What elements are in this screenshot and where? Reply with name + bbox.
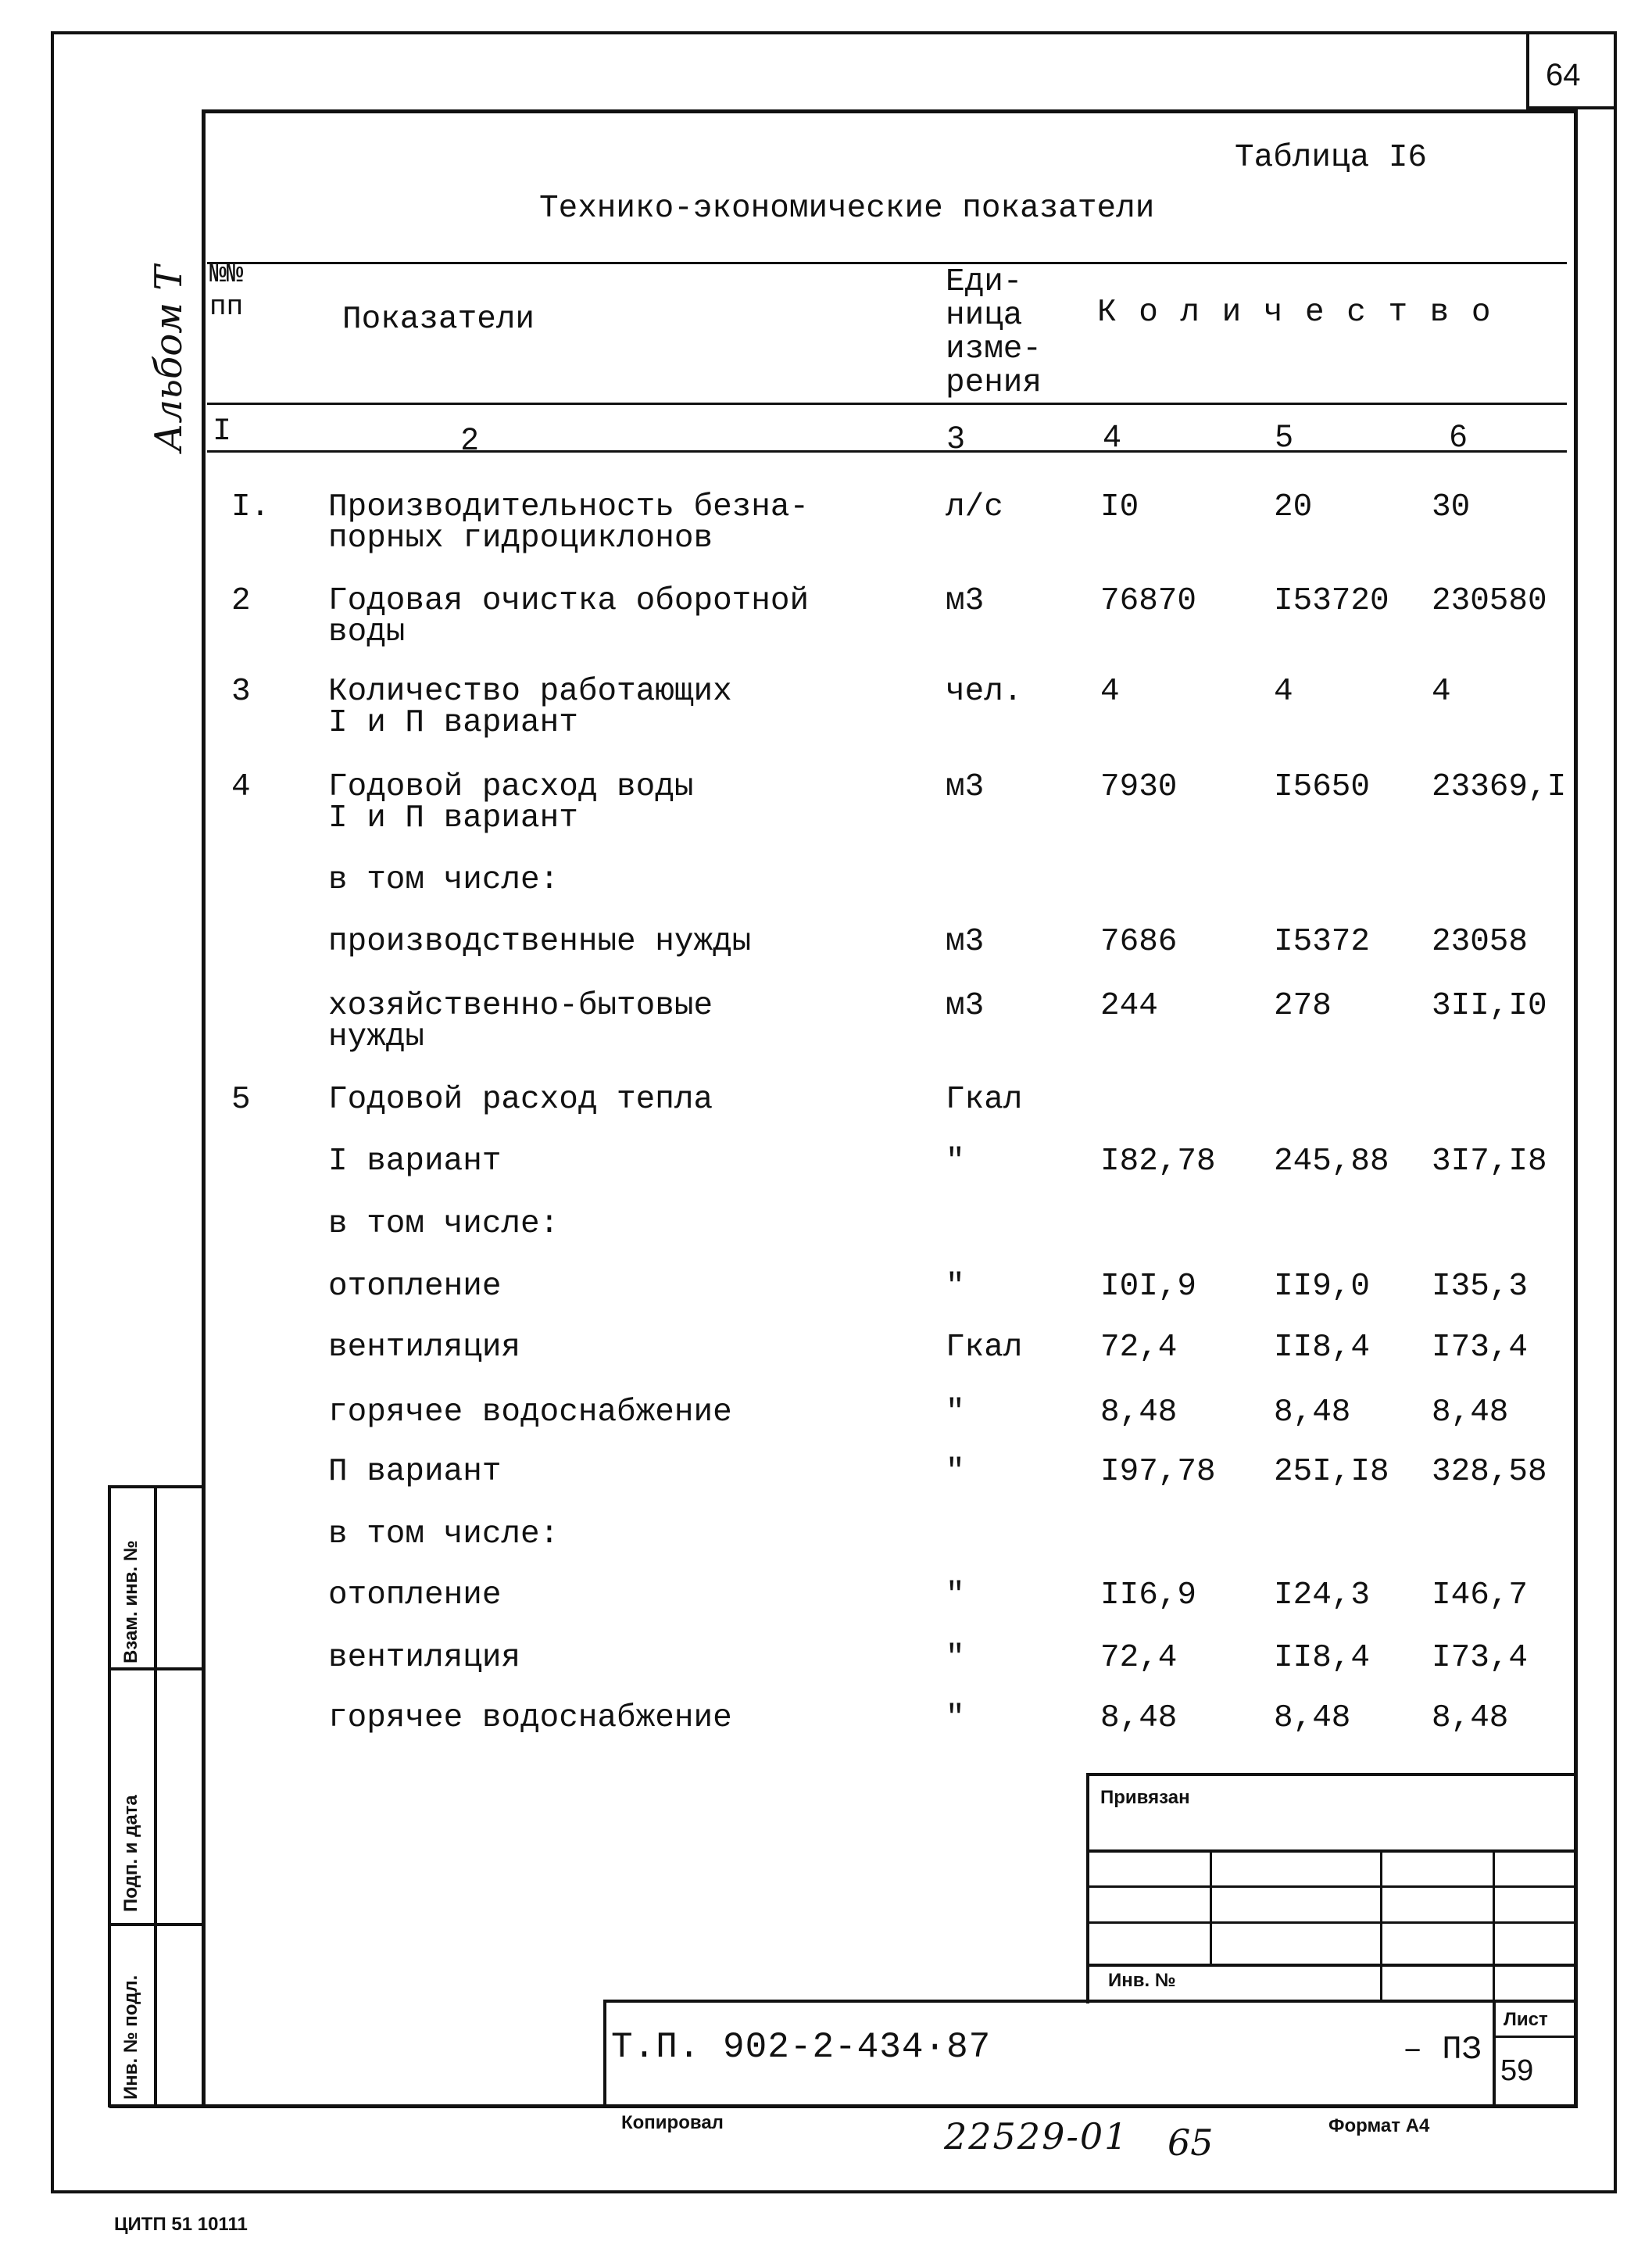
row-indicator-name: в том числе: xyxy=(328,1206,560,1242)
page-number: 64 xyxy=(1546,58,1581,92)
row-value-col5: 8,48 xyxy=(1274,1700,1351,1736)
row-unit: " xyxy=(946,1269,965,1305)
stamp-grid-row xyxy=(1086,1921,1577,1924)
row-value-col5: I5650 xyxy=(1274,769,1371,805)
row-value-col5: I24,3 xyxy=(1274,1577,1371,1613)
row-value-col5: 20 xyxy=(1274,489,1313,525)
header-unit: Еди- ница изме- рения xyxy=(946,264,1042,401)
row-value-col4: I82,78 xyxy=(1100,1144,1216,1180)
inner-frame-right xyxy=(1574,109,1578,2107)
row-unit: л/с xyxy=(946,489,1003,525)
footer-kopiroval: Копировал xyxy=(621,2112,724,2133)
row-value-col5: I53720 xyxy=(1274,583,1389,619)
row-value-col6: 23369,I xyxy=(1432,769,1567,805)
row-value-col5: 8,48 xyxy=(1274,1395,1351,1430)
row-unit: чел. xyxy=(946,674,1023,710)
row-indicator-name: производственные нужды xyxy=(328,924,752,960)
header-rule-mid xyxy=(207,403,1567,405)
row-value-col5: 4 xyxy=(1274,674,1293,710)
row-value-col5: II9,0 xyxy=(1274,1269,1371,1305)
frame-right xyxy=(1614,31,1617,2193)
row-indicator-name: П вариант xyxy=(328,1454,502,1490)
pagebox-left xyxy=(1526,31,1529,108)
row-indicator-name: горячее водоснабжение xyxy=(328,1395,732,1430)
row-value-col6: I35,3 xyxy=(1432,1269,1529,1305)
row-value-col6: 8,48 xyxy=(1432,1395,1509,1430)
row-value-col4: 7686 xyxy=(1100,924,1178,960)
row-indicator-name: отопление xyxy=(328,1577,502,1613)
row-number: 5 xyxy=(231,1082,251,1118)
stamp-grid-col xyxy=(1493,1849,1495,2002)
side-stamp-inv: Инв. № подл. xyxy=(120,1975,141,2100)
row-unit: " xyxy=(946,1700,965,1736)
row-unit: " xyxy=(946,1640,965,1676)
row-indicator-name: нужды xyxy=(328,1019,425,1055)
row-indicator-name: I вариант xyxy=(328,1144,502,1180)
row-number: 3 xyxy=(231,674,251,710)
row-value-col4: I0 xyxy=(1100,489,1139,525)
row-indicator-name: Годовая очистка оборотной xyxy=(328,583,810,619)
row-value-col5: 278 xyxy=(1274,988,1332,1024)
row-value-col4: 8,48 xyxy=(1100,1700,1178,1736)
side-stamp-left xyxy=(108,1485,111,2107)
row-value-col4: I0I,9 xyxy=(1100,1269,1197,1305)
stamp-grid-row xyxy=(1086,1964,1577,1967)
row-value-col4: 4 xyxy=(1100,674,1120,710)
row-unit: м3 xyxy=(946,988,985,1024)
side-stamp-top xyxy=(108,1485,203,1488)
side-stamp-rule xyxy=(108,1923,203,1926)
stamp-grid-row xyxy=(1086,1885,1577,1888)
row-value-col5: II8,4 xyxy=(1274,1640,1371,1676)
row-indicator-name: в том числе: xyxy=(328,1516,560,1552)
row-value-col4: 76870 xyxy=(1100,583,1197,619)
col-number: 2 xyxy=(461,422,479,457)
stamp-grid-col xyxy=(1210,1849,1212,1965)
titleblock-top xyxy=(603,2000,1577,2003)
row-unit: " xyxy=(946,1577,965,1613)
row-value-col6: I73,4 xyxy=(1432,1330,1529,1366)
header-indicator: Показатели xyxy=(342,302,535,338)
row-indicator-name: хозяйственно-бытовые xyxy=(328,988,713,1024)
row-value-col5: I5372 xyxy=(1274,924,1371,960)
titleblock-list-rule xyxy=(1493,2036,1577,2038)
row-value-col6: 328,58 xyxy=(1432,1454,1547,1490)
stamp-grid-left xyxy=(1086,1773,1089,2003)
inner-frame-bottom xyxy=(109,2104,1578,2108)
row-value-col6: 230580 xyxy=(1432,583,1547,619)
col-number: 4 xyxy=(1103,419,1121,453)
row-number: I. xyxy=(231,489,270,525)
row-unit: м3 xyxy=(946,583,985,619)
footer-page-hand: 65 xyxy=(1167,2122,1214,2164)
stamp-grid-top xyxy=(1086,1773,1577,1776)
row-indicator-name: I и П вариант xyxy=(328,800,578,836)
row-value-col6: I46,7 xyxy=(1432,1577,1529,1613)
row-value-col4: 8,48 xyxy=(1100,1395,1178,1430)
list-label: Лист xyxy=(1504,2009,1548,2030)
row-value-col5: II8,4 xyxy=(1274,1330,1371,1366)
row-value-col6: 4 xyxy=(1432,674,1451,710)
list-number: 59 xyxy=(1500,2054,1534,2087)
side-stamp-divider xyxy=(154,1485,157,2107)
stamp-inv-no: Инв. № xyxy=(1108,1970,1176,1991)
row-value-col4: 72,4 xyxy=(1100,1330,1178,1366)
row-value-col4: 7930 xyxy=(1100,769,1178,805)
footer-order-no: 22529-01 xyxy=(944,2115,1129,2157)
row-indicator-name: Производительность безна- xyxy=(328,489,810,525)
row-unit: " xyxy=(946,1454,965,1490)
row-value-col6: 23058 xyxy=(1432,924,1529,960)
row-number: 4 xyxy=(231,769,251,805)
row-value-col5: 245,88 xyxy=(1274,1144,1389,1180)
footer-printer: ЦИТП 51 10111 xyxy=(114,2214,248,2235)
row-indicator-name: Годовой расход воды xyxy=(328,769,694,805)
row-indicator-name: вентиляция xyxy=(328,1640,521,1676)
col-number: 6 xyxy=(1450,419,1468,453)
side-stamp-vzam: Взам. инв. № xyxy=(120,1540,141,1663)
row-value-col5: 25I,I8 xyxy=(1274,1454,1389,1490)
doc-suffix: – ПЗ xyxy=(1403,2031,1482,2068)
row-value-col4: I97,78 xyxy=(1100,1454,1216,1490)
side-stamp-rule xyxy=(108,1667,203,1670)
row-unit: м3 xyxy=(946,924,985,960)
stamp-privyazan: Привязан xyxy=(1100,1787,1190,1808)
stamp-grid-row xyxy=(1086,1849,1577,1853)
row-indicator-name: вентиляция xyxy=(328,1330,521,1366)
row-unit: Гкал xyxy=(946,1330,1023,1366)
row-indicator-name: порных гидроциклонов xyxy=(328,521,713,557)
row-value-col4: II6,9 xyxy=(1100,1577,1197,1613)
row-indicator-name: Годовой расход тепла xyxy=(328,1082,713,1118)
header-num: №№ пп xyxy=(209,258,244,323)
col-number: 5 xyxy=(1275,419,1293,453)
row-value-col6: I73,4 xyxy=(1432,1640,1529,1676)
row-value-col6: 3I7,I8 xyxy=(1432,1144,1547,1180)
frame-left xyxy=(51,31,54,2193)
row-value-col4: 72,4 xyxy=(1100,1640,1178,1676)
row-indicator-name: I и П вариант xyxy=(328,705,578,741)
album-label: Альбом Т xyxy=(147,265,191,452)
row-value-col6: 8,48 xyxy=(1432,1700,1509,1736)
footer-format: Формат А4 xyxy=(1328,2115,1430,2136)
frame-bottom xyxy=(51,2190,1617,2193)
row-indicator-name: отопление xyxy=(328,1269,502,1305)
row-value-col6: 30 xyxy=(1432,489,1471,525)
row-value-col6: 3II,I0 xyxy=(1432,988,1547,1024)
row-indicator-name: Количество работающих xyxy=(328,674,732,710)
col-number: 3 xyxy=(947,421,965,455)
inner-frame-left xyxy=(202,109,206,2107)
row-indicator-name: в том числе: xyxy=(328,862,560,898)
col-number: I xyxy=(213,414,232,449)
inner-frame-top xyxy=(202,109,1577,113)
header-rule-bottom xyxy=(207,450,1567,453)
titleblock-list-left xyxy=(1493,2000,1496,2107)
row-indicator-name: горячее водоснабжение xyxy=(328,1700,732,1736)
side-stamp-podp: Подп. и дата xyxy=(120,1795,141,1912)
row-unit: Гкал xyxy=(946,1082,1023,1118)
doc-code: Т.П. 902-2-434·87 xyxy=(611,2027,992,2068)
row-indicator-name: воды xyxy=(328,614,406,650)
page-title: Технико-экономические показатели xyxy=(539,191,1155,227)
frame-top xyxy=(51,31,1617,34)
row-number: 2 xyxy=(231,583,251,619)
stamp-grid-col xyxy=(1380,1849,1382,2002)
header-rule-top xyxy=(207,262,1567,264)
titleblock-left xyxy=(603,2000,606,2107)
row-value-col4: 244 xyxy=(1100,988,1158,1024)
row-unit: " xyxy=(946,1144,965,1180)
row-unit: " xyxy=(946,1395,965,1430)
table-label: Таблица I6 xyxy=(1235,140,1428,176)
header-quantity: К о л и ч е с т в о xyxy=(1097,295,1493,331)
row-unit: м3 xyxy=(946,769,985,805)
